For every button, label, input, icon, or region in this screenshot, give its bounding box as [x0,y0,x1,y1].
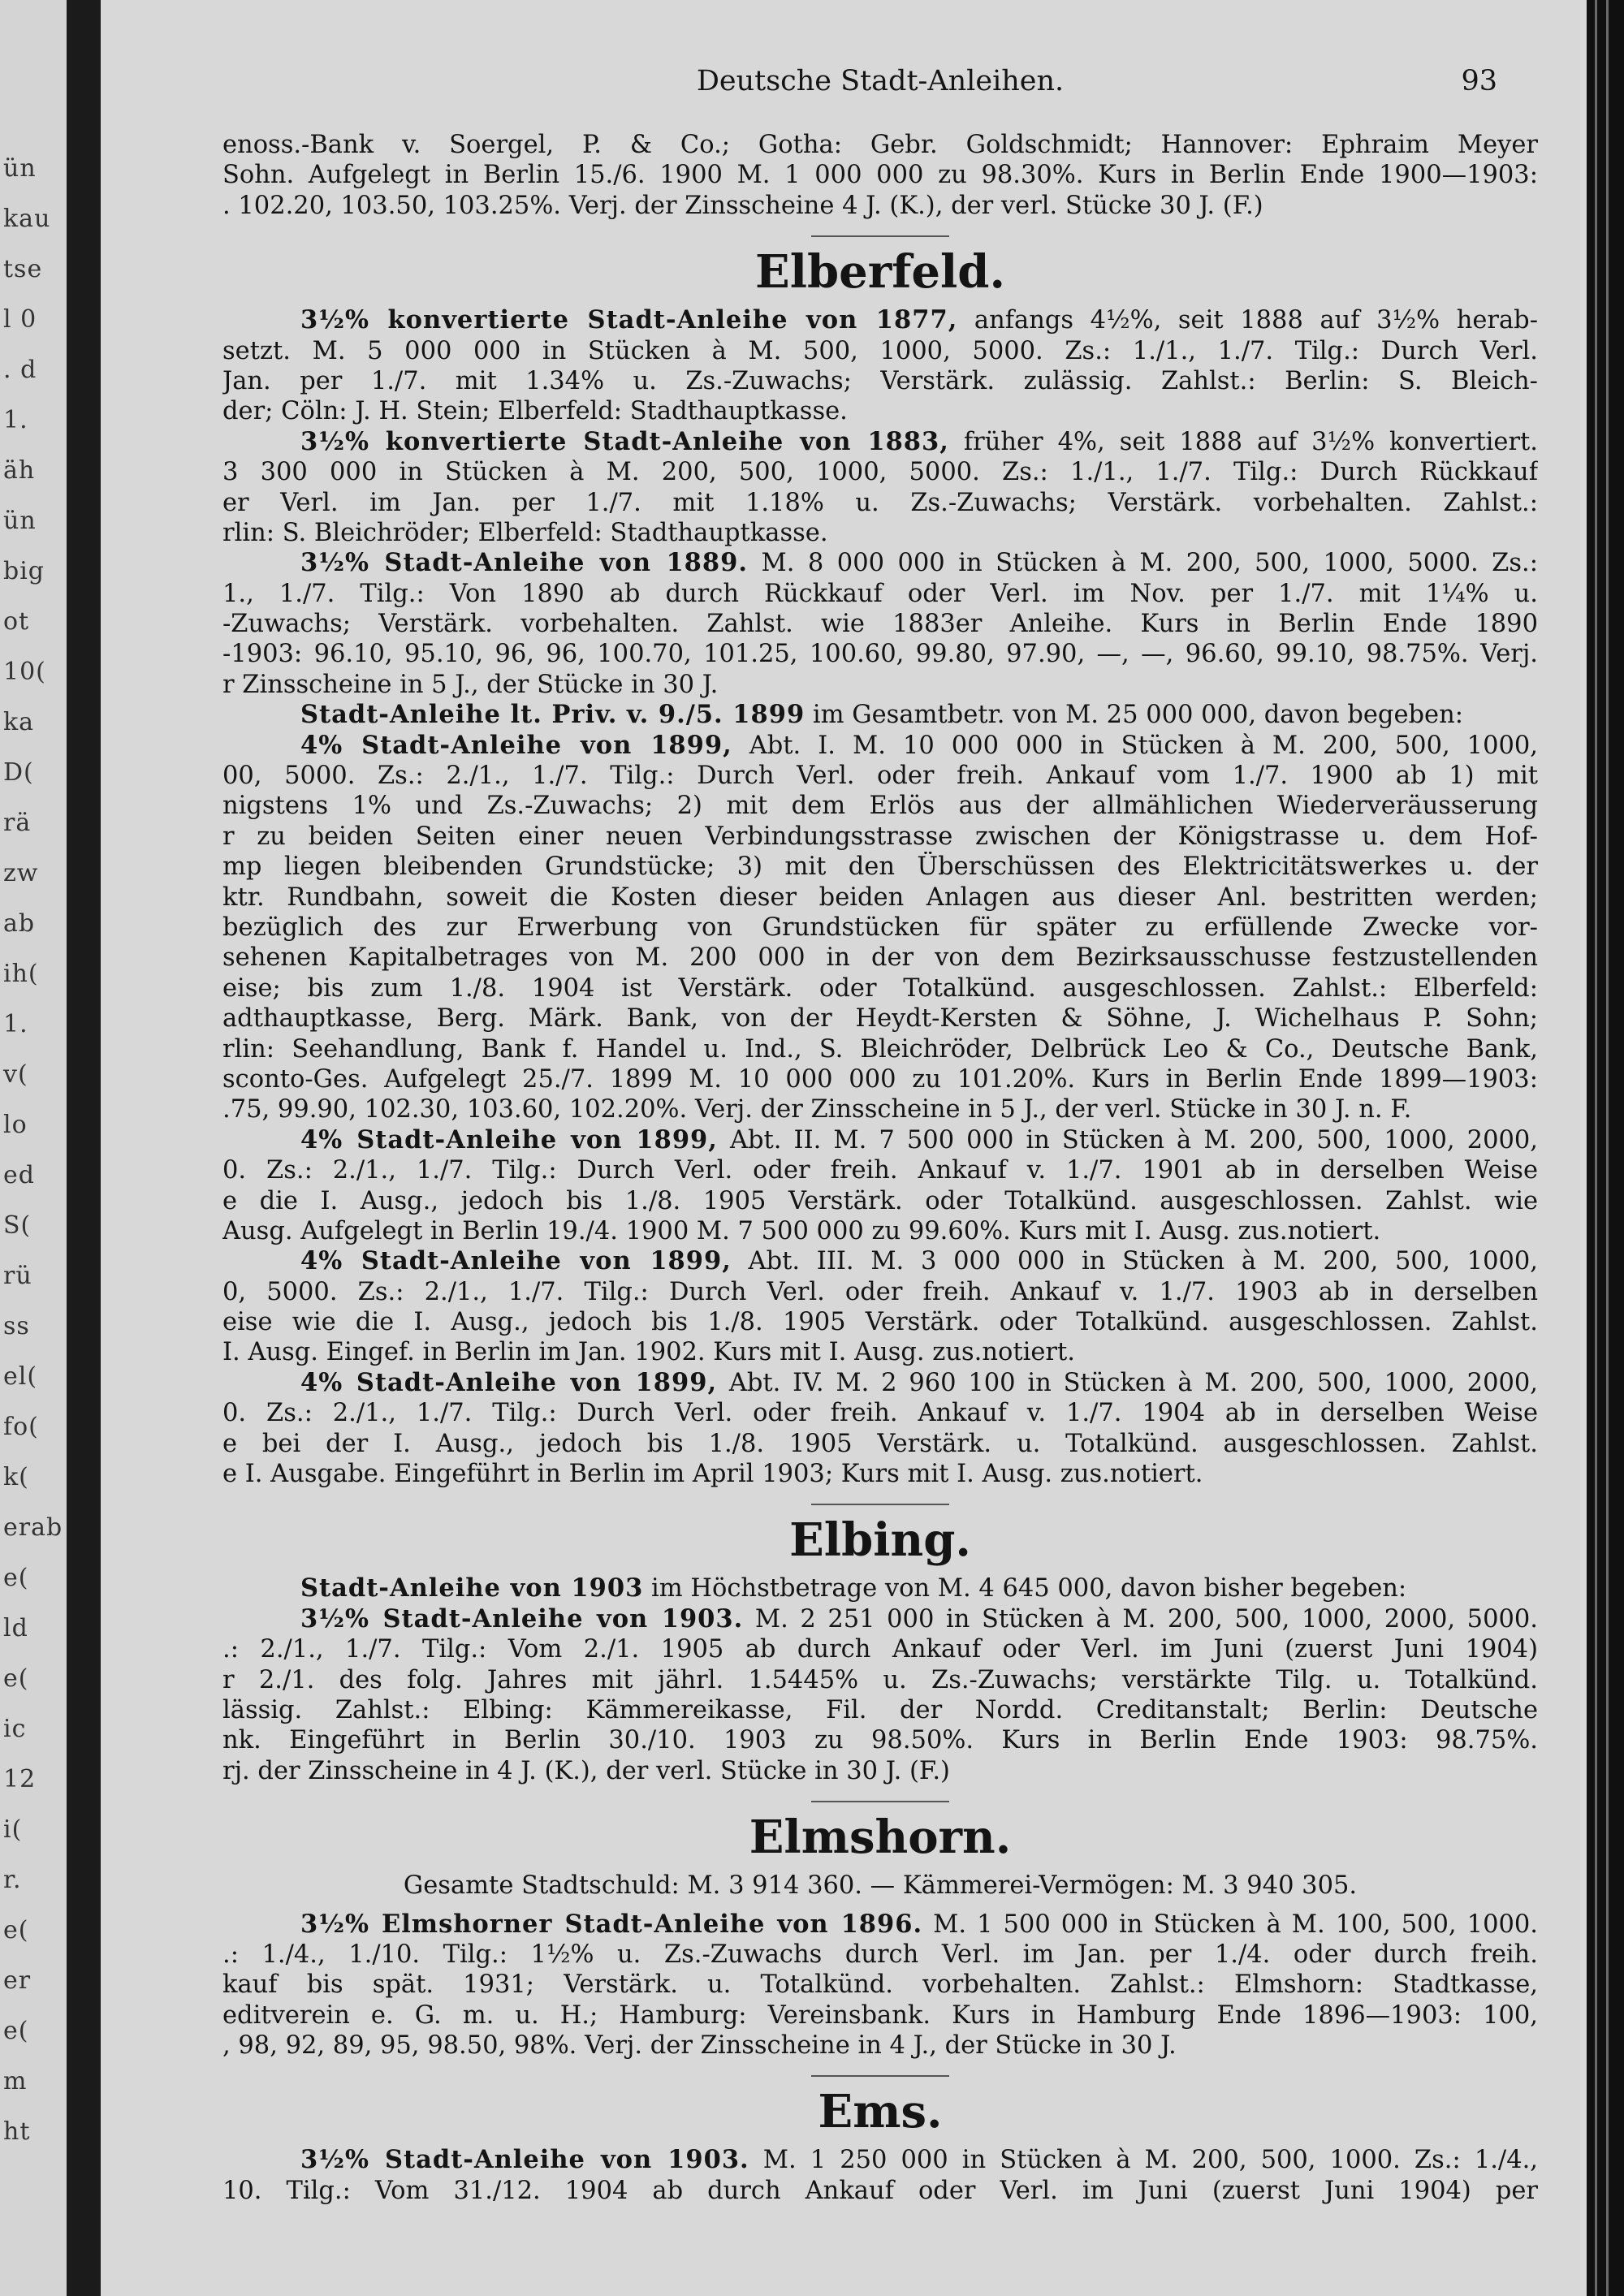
prev-page-fragment: . d [3,356,37,384]
entry-first-line [222,548,1538,578]
loan-details: M. 1 250 000 in Stücken à M. 200, 500, 1000. Zs.: 1./4., [749,2146,1538,2175]
prev-page-fragment: tse [3,255,43,283]
entry-first-line [222,1573,1538,1603]
text-line [222,639,1538,669]
loan-details: lässig. Zahlst.: Elbing: Kämmereikasse, Fil. der Nordd. Creditanstalt; Berlin: Deutsche [222,1695,1538,1724]
loan-details: 1., 1./7. Tilg.: Von 1890 ab durch Rückkauf oder Verl. im Nov. per 1./7. mit 1¼% u. [222,579,1538,608]
loan-details: er Verl. im Jan. per 1./7. mit 1.18% u. Zs.-Zuwachs; Verstärk. vorbehalten. Zahlst.: [222,488,1538,517]
prev-page-fragment: 12 [3,1765,37,1793]
loan-title: 3½% konvertierte Stadt-Anleihe von 1883, [300,426,949,456]
text-line [222,943,1538,973]
prev-page-fragment: k( [3,1463,29,1491]
loan-details: bezüglich des zur Erwerbung von Grundstücken für später zu erfüllende Zwecke vor- [222,913,1538,942]
section-heading-elmshorn: Elmshorn. [749,1810,1012,1865]
loan-details: .75, 99.90, 102.30, 103.60, 102.20%. Verj. der Zinsscheine in 5 J., der verl. Stücke in 30 J. n. F. [222,1095,1412,1124]
debt-summary: Gesamte Stadtschuld: M. 3 914 360. — Kämmerei-Vermögen: M. 3 940 305. [403,1871,1358,1901]
prev-page-fragment: ot [3,607,30,636]
prev-page-fragment: 1. [3,1010,28,1038]
loan-title: 3½% konvertierte Stadt-Anleihe von 1877, [300,305,958,335]
loan-details: Abt. II. M. 7 500 000 in Stücken à M. 200, 500, 1000, 2000, [717,1125,1538,1154]
prev-page-fragment: e( [3,1564,29,1592]
loan-details: .: 1./4., 1./10. Tilg.: 1½% u. Zs.-Zuwachs durch Verl. im Jan. per 1./4. oder durch freih. [222,1940,1538,1969]
section-elberfeld [222,305,1538,1489]
loan-details: -1903: 96.10, 95.10, 96, 96, 100.70, 101.25, 100.60, 99.80, 97.90, —, —, 96.60, 99.10, 98.75%. Verj. [222,640,1538,669]
text-line [222,1094,1538,1124]
text-line [222,579,1538,609]
prev-page-fragment: kau [3,205,51,233]
loan-details: 10. Tilg.: Vom 31./12. 1904 ab durch Ankauf oder Verl. im Juni (zuerst Juni 1904) per [222,2176,1538,2205]
entry-first-line [222,1910,1538,1940]
prev-page-fragment: erab [3,1513,63,1542]
loan-details: , 98, 92, 89, 95, 98.50, 98%. Verj. der Zinsscheine in 4 J., der Stücke in 30 J. [222,2031,1177,2061]
text-line [222,1429,1538,1459]
page-number: 93 [1461,65,1497,97]
loan-details: nigstens 1% und Zs.-Zuwachs; 2) mit dem Erlös aus der allmählichen Wiederveräusserung [222,792,1538,821]
loan-details: Abt. I. M. 10 000 000 in Stücken à M. 200, 500, 1000, [732,731,1538,760]
text-line [222,913,1538,943]
prev-page-fragment: ih( [3,960,39,988]
prev-page-fragment: el( [3,1362,38,1391]
prev-page-fragment: i( [3,1815,23,1844]
loan-details: kauf bis spät. 1931; Verstärk. u. Totalkünd. vorbehalten. Zahlst.: Elmshorn: Stadtkasse, [222,1970,1538,2000]
text-line [222,1970,1538,2000]
text-line [222,973,1538,1003]
running-header [263,65,1497,114]
text-line [222,1459,1538,1489]
loan-details: M. 2 251 000 in Stücken à M. 200, 500, 1000, 2000, 5000. [743,1604,1538,1634]
loan-details: früher 4%, seit 1888 auf 3½% konvertiert. [948,427,1538,456]
text-line [222,822,1538,852]
loan-title: 3½% Stadt-Anleihe von 1903. [300,2145,749,2175]
text-line [222,1155,1538,1185]
text-line [222,1277,1538,1307]
text-line [222,336,1538,366]
loan-details: 00, 5000. Zs.: 2./1., 1./7. Tilg.: Durch Verl. oder freih. Ankauf vom 1./7. 1900 ab 1) mit [222,762,1538,791]
prev-page-fragment: rü [3,1262,32,1290]
loan-details: der; Cöln: J. H. Stein; Elberfeld: Stadthauptkasse. [222,397,848,426]
prev-page-fragment: ic [3,1715,27,1743]
prev-page-fragment: r. [3,1866,22,1894]
text-line [222,791,1538,821]
text-line [222,670,1538,700]
loan-details: r Zinsscheine in 5 J., der Stücke in 30 J. [222,670,719,699]
section-heading-elberfeld: Elberfeld. [755,245,1005,300]
section-ems [222,2145,1538,2206]
text-line [222,852,1538,882]
entry-first-line [222,1246,1538,1276]
text-line [222,1634,1538,1664]
section-divider [811,1504,949,1505]
text-line [222,2031,1538,2061]
loan-details: setzt. M. 5 000 000 in Stücken à M. 500, 1000, 5000. Zs.: 1./1., 1./7. Tilg.: Durch Verl. [222,336,1538,365]
text-line [222,1216,1538,1246]
loan-details: eise wie die I. Ausg., jedoch bis 1./8. 1905 Verstärk. oder Totalkünd. ausgeschlossen. Zahlst. [222,1308,1538,1337]
text-line [222,1337,1538,1367]
loan-details: e die I. Ausg., jedoch bis 1./8. 1905 Verstärk. oder Totalkünd. ausgeschlossen. Zahlst. wie [222,1186,1538,1215]
loan-details: I. Ausg. Eingef. in Berlin im Jan. 1902. Kurs mit I. Ausg. zus.notiert. [222,1338,1075,1367]
loan-details: 3 300 000 in Stücken à M. 200, 500, 1000, 5000. Zs.: 1./1., 1./7. Tilg.: Durch Rückkauf [222,458,1538,487]
text-line [222,488,1538,518]
loan-title: 3½% Stadt-Anleihe von 1903. [300,1603,744,1634]
text-line [222,1398,1538,1428]
loan-details: Abt. IV. M. 2 960 100 in Stücken à M. 200, 500, 1000, 2000, [717,1368,1538,1397]
loan-details: .: 2./1., 1./7. Tilg.: Vom 2./1. 1905 ab durch Ankauf oder Verl. im Juni (zuerst Juni 1904) [222,1635,1538,1664]
prev-page-fragment: e( [3,1916,29,1944]
section-divider [811,235,949,237]
prev-page-fragment: e( [3,2017,29,2045]
book-gutter [67,0,101,2296]
prev-page-fragment: äh [3,456,36,485]
text-line: Sohn. Aufgelegt in Berlin 15./6. 1900 M. 1 000 000 zu 98.30%. Kurs in Berlin Ende 1900—1903: [222,161,1538,190]
loan-details: rj. der Zinsscheine in 4 J. (K.), der verl. Stücke in 30 J. (F.) [222,1756,950,1785]
text-line [222,609,1538,639]
prev-page-fragment: 10( [3,658,46,686]
previous-page-edge [0,0,67,2296]
prev-page-fragment: zw [3,859,39,887]
section-elbing [222,1573,1538,1786]
page-body [222,130,1538,2206]
loan-details: nk. Eingeführt in Berlin 30./10. 1903 zu 98.50%. Kurs in Berlin Ende 1903: 98.75%. [222,1726,1538,1755]
loan-details: anfangs 4½%, seit 1888 auf 3½% herab- [957,306,1538,335]
loan-details: 0. Zs.: 2./1., 1./7. Tilg.: Durch Verl. oder freih. Ankauf v. 1./7. 1901 ab in derselben Weise [222,1156,1538,1185]
prev-page-fragment: 1. [3,406,28,434]
loan-details: M. 1 500 000 in Stücken à M. 100, 500, 1000. [922,1910,1538,1939]
loan-details: rlin: S. Bleichröder; Elberfeld: Stadthauptkasse. [222,518,828,547]
entry-first-line [222,731,1538,761]
loan-details: editverein e. G. m. u. H.; Hamburg: Vereinsbank. Kurs in Hamburg Ende 1896—1903: 100, [222,2000,1538,2030]
loan-details: im Höchstbetrage von M. 4 645 000, davon bisher begeben: [643,1574,1407,1603]
loan-details: adthauptkasse, Berg. Märk. Bank, von der Heydt-Kersten & Söhne, J. Wichelhaus P. Sohn; [222,1004,1538,1034]
section-divider [811,1801,949,1802]
loan-details: ktr. Rundbahn, soweit die Kosten dieser beiden Anlagen aus dieser Anl. bestritten werden; [222,883,1538,912]
prev-page-fragment: ab [3,909,36,938]
prev-page-fragment: ht [3,2117,31,2146]
entry-first-line [222,2145,1538,2175]
loan-details: r 2./1. des folg. Jahres mit jährl. 1.5445% u. Zs.-Zuwachs; verstärkte Tilg. u. Totalkünd. [222,1665,1538,1694]
loan-details: M. 8 000 000 in Stücken à M. 200, 500, 1000, 5000. Zs.: [747,549,1538,578]
text-line [222,761,1538,791]
loan-details: eise; bis zum 1./8. 1904 ist Verstärk. oder Totalkünd. ausgeschlossen. Zahlst.: Elberfeld: [222,973,1538,1003]
book-page [101,0,1587,2296]
entry-first-line [222,700,1538,730]
prev-page-fragment: er [3,1966,32,1995]
prev-page-fragment: v( [3,1060,28,1089]
loan-details: mp liegen bleibenden Grundstücke; 3) mit den Überschüssen des Elektricitätswerkes u. der [222,852,1538,882]
page-edge-right [1587,0,1624,2296]
text-line [222,1940,1538,1970]
loan-title: 3½% Elmshorner Stadt-Anleihe von 1896. [300,1909,923,1939]
text-line: enoss.-Bank v. Soergel, P. & Co.; Gotha: Gebr. Goldschmidt; Hannover: Ephraim Meyer [222,131,1538,159]
loan-details: im Gesamtbetr. von M. 25 000 000, davon begeben: [805,701,1463,730]
loan-title: Stadt-Anleihe von 1903 [300,1573,644,1603]
entry-first-line [222,427,1538,457]
text-line: . 102.20, 103.50, 103.25%. Verj. der Zinsscheine 4 J. (K.), der verl. Stücke 30 J. (F.) [222,191,1263,220]
loan-details: 0. Zs.: 2./1., 1./7. Tilg.: Durch Verl. oder freih. Ankauf v. 1./7. 1904 ab in derselben Weise [222,1399,1538,1428]
loan-title: 4% Stadt-Anleihe von 1899, [300,1367,718,1397]
loan-title: Stadt-Anleihe lt. Priv. v. 9./5. 1899 [300,700,806,730]
prev-page-fragment: D( [3,758,34,787]
loan-details: sehenen Kapitalbetrages von M. 200 000 in der von dem Bezirksausschusse festzustellenden [222,943,1538,973]
prev-page-fragment: m [3,2067,28,2095]
prev-page-fragment: l 0 [3,305,37,334]
text-line [222,1186,1538,1216]
loan-details: Abt. III. M. 3 000 000 in Stücken à M. 200, 500, 1000, [731,1247,1538,1276]
loan-details: e bei der I. Ausg., jedoch bis 1./8. 1905 Verstärk. u. Totalkünd. ausgeschlossen. Zahlst. [222,1429,1538,1458]
section-divider [811,2075,949,2077]
prev-page-fragment: rä [3,809,32,837]
prev-page-fragment: e( [3,1664,29,1693]
entry-first-line [222,305,1538,335]
text-line [222,1003,1538,1034]
section-heading-elbing: Elbing. [789,1513,971,1568]
loan-details: -Zuwachs; Verstärk. vorbehalten. Zahlst. wie 1883er Anleihe. Kurs in Berlin Ende 1890 [222,610,1538,639]
prev-page-fragment: ka [3,708,35,736]
text-line [222,2176,1538,2206]
prev-page-fragment: ld [3,1614,28,1642]
section-elmshorn [222,1910,1538,2061]
text-line [222,1064,1538,1094]
loan-details: sconto-Ges. Aufgelegt 25./7. 1899 M. 10 000 000 zu 101.20%. Kurs in Berlin Ende 1899—1903: [222,1064,1538,1094]
text-line [222,1307,1538,1337]
loan-details: e I. Ausgabe. Eingeführt in Berlin im April 1903; Kurs mit I. Ausg. zus.notiert. [222,1460,1203,1489]
text-line [222,1665,1538,1695]
loan-details: Ausg. Aufgelegt in Berlin 19./4. 1900 M. 7 500 000 zu 99.60%. Kurs mit I. Ausg. zus.notiert. [222,1216,1381,1245]
intro-block [222,130,1538,221]
prev-page-fragment: ün [3,507,37,535]
text-line [222,2000,1538,2031]
text-line [222,457,1538,487]
prev-page-fragment: big [3,557,45,585]
loan-title: 4% Stadt-Anleihe von 1899, [300,1246,732,1276]
entry-first-line [222,1125,1538,1155]
prev-page-fragment: ss [3,1312,30,1340]
loan-details: r zu beiden Seiten einer neuen Verbindungsstrasse zwischen der Königstrasse u. dem Hof- [222,822,1538,851]
text-line [222,1756,1538,1786]
prev-page-fragment: lo [3,1111,28,1139]
loan-title: 4% Stadt-Anleihe von 1899, [300,730,732,760]
text-line [222,1034,1538,1064]
loan-title: 3½% Stadt-Anleihe von 1889. [300,548,748,578]
text-line [222,366,1538,396]
prev-page-fragment: ed [3,1161,35,1189]
text-line [222,1725,1538,1755]
loan-details: Jan. per 1./7. mit 1.34% u. Zs.-Zuwachs; Verstärk. zulässig. Zahlst.: Berlin: S. Bleich- [222,366,1538,395]
text-line [222,883,1538,913]
running-title: Deutsche Stadt-Anleihen. [696,65,1065,97]
prev-page-fragment: S( [3,1211,32,1240]
text-line [222,396,1538,426]
text-line [222,518,1538,548]
loan-details: 0, 5000. Zs.: 2./1., 1./7. Tilg.: Durch Verl. oder freih. Ankauf v. 1./7. 1903 ab in derselben [222,1277,1538,1306]
loan-title: 4% Stadt-Anleihe von 1899, [300,1124,718,1154]
text-line [222,1695,1538,1725]
entry-first-line [222,1604,1538,1634]
entry-first-line [222,1368,1538,1398]
prev-page-fragment: ün [3,154,37,183]
section-heading-ems: Ems. [818,2085,943,2139]
prev-page-fragment: fo( [3,1413,39,1441]
loan-details: rlin: Seehandlung, Bank f. Handel u. Ind., S. Bleichröder, Delbrück Leo & Co., Deutsche Bank, [222,1034,1538,1064]
